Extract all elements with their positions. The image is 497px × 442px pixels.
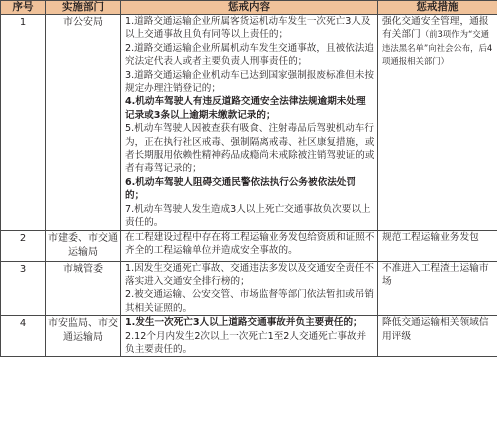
- content-item: 2.12个月内发生2次以上一次死亡1至2人交通死亡事故并负主要责任的。: [125, 330, 367, 355]
- table-row: [1, 316, 497, 357]
- row-seq: 1: [1, 15, 46, 231]
- table-row: [1, 230, 497, 261]
- row-dept: 市城管委: [46, 261, 121, 316]
- header-seq: 序号: [1, 1, 46, 15]
- row-dept: 市公安局: [46, 15, 121, 231]
- table-row: [1, 15, 497, 231]
- row-content: [121, 230, 378, 261]
- row-seq: 4: [1, 316, 46, 357]
- table-row: [1, 261, 497, 316]
- row-measure: [378, 15, 497, 231]
- row-seq: 2: [1, 230, 46, 261]
- measure-text: 强化交通安全管理，通报有关部门: [382, 16, 489, 41]
- table-header-row: [1, 1, 497, 15]
- row-content: [121, 316, 378, 357]
- row-dept: 市安监局、市交通运输局: [46, 316, 121, 357]
- content-item: 在工程建设过程中存在将工程运输业务发包给资质和证照不齐全的工程运输单位并造成安全事故的。: [125, 231, 375, 256]
- row-dept: 市建委、市交通运输局: [46, 230, 121, 261]
- row-seq: 3: [1, 261, 46, 316]
- row-measure: [378, 261, 497, 316]
- measure-note: （前3项作为“交通违法黑名单”向社会公布，后4项通报相关部门）: [382, 29, 493, 67]
- content-item: 1.因发生交通死亡事故、交通违法多发以及交通安全责任不落实进入交通安全排行榜的；: [125, 262, 374, 287]
- measure-text: 降低交通运输相关领域信用评级: [382, 317, 489, 342]
- header-measure: 惩戒措施: [378, 1, 497, 15]
- measure-text: 不准进入工程渣土运输市场: [382, 262, 489, 287]
- measure-text: 规范工程运输业务发包: [382, 231, 479, 243]
- content-item: 2.被交通运输、公安交管、市场监督等部门依法暂扣或吊销其相关证照的。: [125, 289, 374, 314]
- content-item: 3.道路交通运输企业机动车已达到国家强制报废标准但未按规定办理注销登记的；: [125, 69, 374, 95]
- row-content: [121, 15, 378, 231]
- content-item: 2.道路交通运输企业所属机动车发生交通事故，且被依法追究法定代表人或者主要负责人刑事责任的；: [125, 42, 374, 68]
- content-item: 5.机动车驾驶人因被查获有吸食、注射毒品后驾驶机动车行为，正在执行社区戒毒、强制隔离戒毒、社区康复措施，或者长期服用依赖性精神药品成瘾尚未戒除被注销驾驶证的或者有毒驾记录的；: [125, 123, 375, 175]
- row-measure: [378, 316, 497, 357]
- content-item: 6.机动车驾驶人阻碍交通民警依法执行公务被依法处罚的；: [125, 176, 356, 202]
- content-item: 4.机动车驾驶人有违反道路交通安全法律法规逾期未处理记录或3条以上逾期未缴款记录的；: [125, 96, 366, 121]
- header-dept: 实施部门: [46, 1, 121, 15]
- content-item: 7.机动车驾驶人发生造成3人以上死亡交通事故负次要以上责任的。: [125, 203, 371, 229]
- row-measure: [378, 230, 497, 261]
- content-item: 1.道路交通运输企业所属客货运机动车发生一次死亡3人及以上交通事故且负有同等以上责任的；: [125, 16, 371, 41]
- header-content: 惩戒内容: [121, 1, 378, 15]
- content-item: 1.发生一次死亡3人以上道路交通事故并负主要责任的；: [125, 317, 363, 329]
- row-content: [121, 261, 378, 316]
